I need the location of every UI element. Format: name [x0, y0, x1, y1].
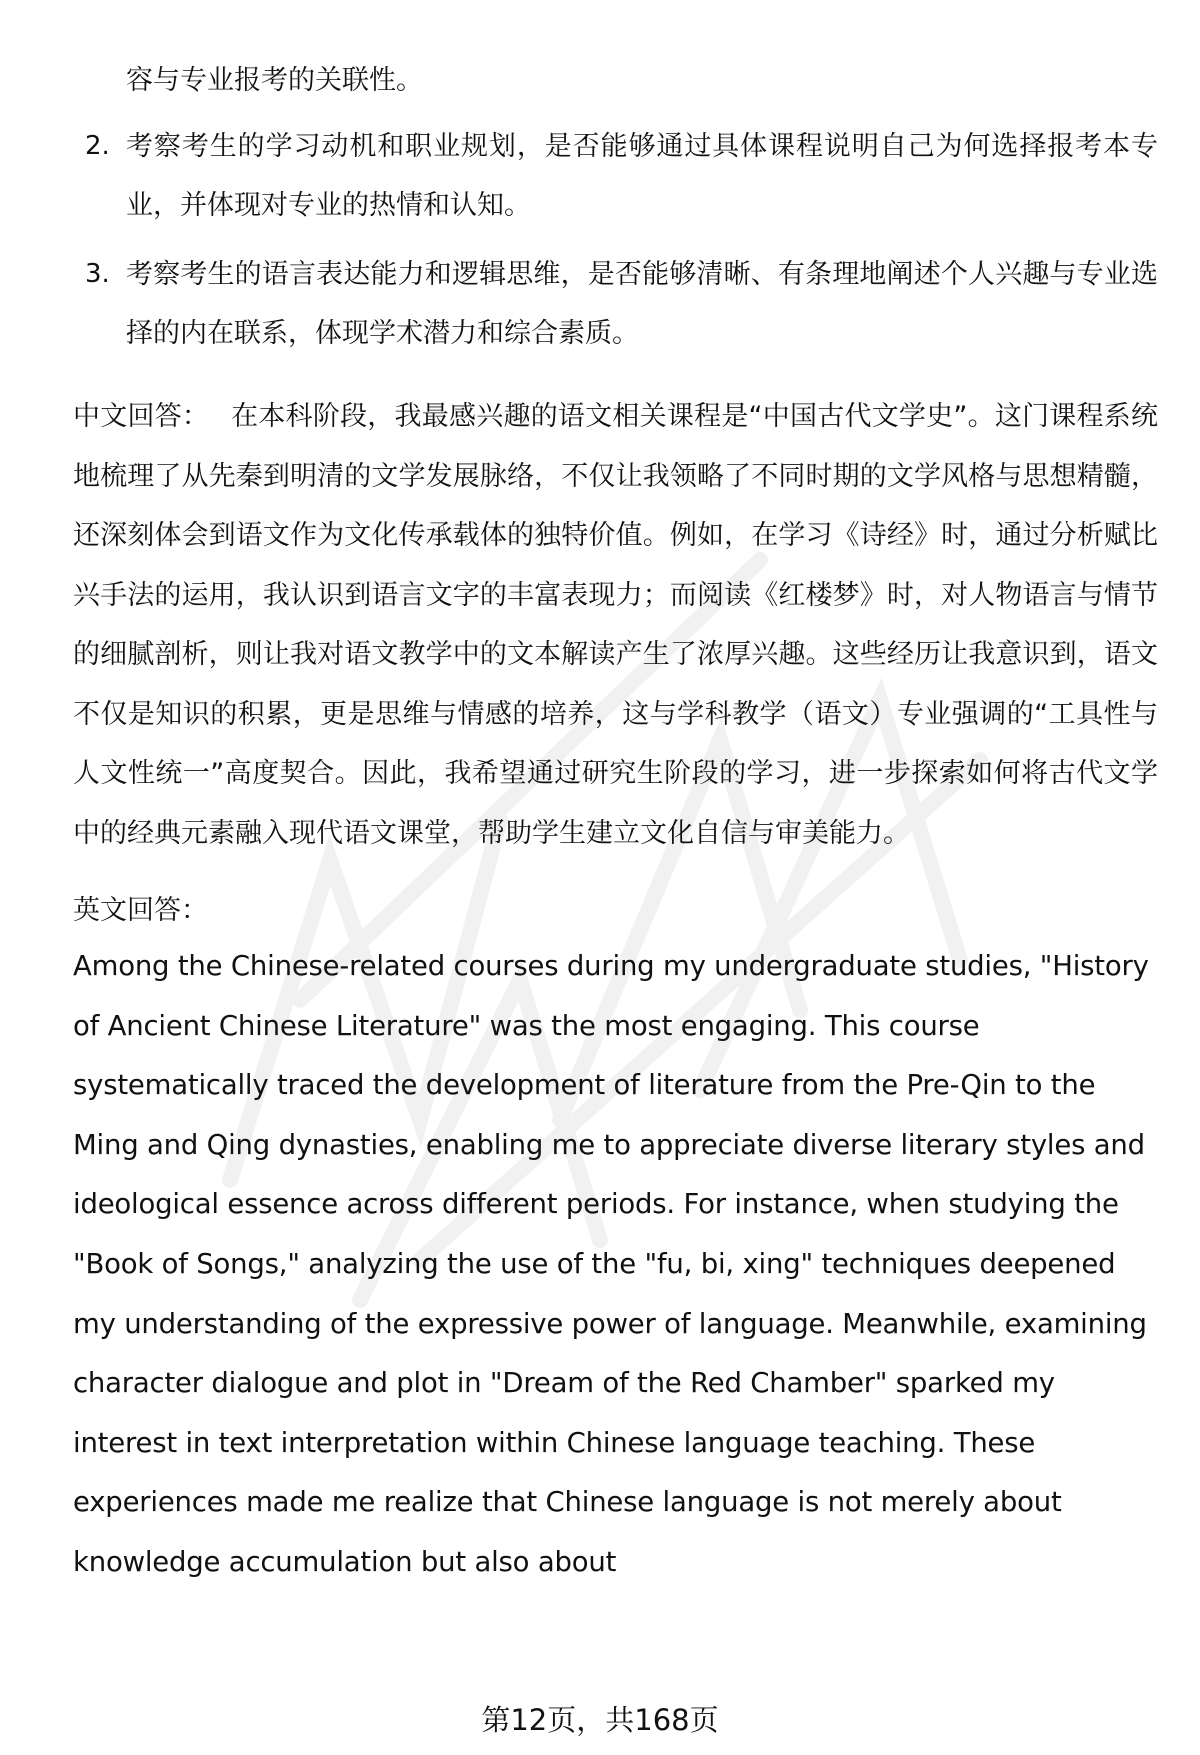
list-item: [73, 245, 1158, 363]
chinese-answer-label: 中文回答：: [73, 401, 210, 432]
english-answer-text: Among the Chinese-related courses during my undergraduate studies, "History of Ancient Chinese Literature" was the most engaging. This course systematically traced the development of literature from the Pre-Qin to the Ming and Qing dynasties, enabling me to appreciate diverse literary styles and ideological essence across different periods. For instance, when studying the "Book of Songs," analyzing the use of the "fu, bi, xing" techniques deepened my understanding of the expressive power of language. Meanwhile, examining character dialogue and plot in "Dream of the Red Chamber" sparked my interest in text interpretation within Chinese language teaching. These experiences made me realize that Chinese language is not merely about knowledge accumulation but also about: [73, 950, 1149, 1578]
continued-criterion-line: 容与专业报考的关联性。: [126, 65, 423, 96]
list-item-text: 考察考生的语言表达能力和逻辑思维，是否能够清晰、有条理地阐述个人兴趣与专业选择的内在联系，体现学术潜力和综合素质。: [126, 259, 1158, 349]
list-item-number: 3.: [85, 259, 110, 289]
page-number: 第12页，共168页: [481, 1703, 719, 1737]
list-item-text: 考察考生的学习动机和职业规划，是否能够通过具体课程说明自己为何选择报考本专业，并体现对专业的热情和认知。: [126, 131, 1158, 221]
chinese-answer-paragraph: [73, 387, 1158, 863]
english-answer-label: 英文回答：: [73, 895, 208, 926]
list-item-number: 2.: [85, 131, 110, 161]
chinese-answer-text: 在本科阶段，我最感兴趣的语文相关课程是“中国古代文学史”。这门课程系统地梳理了从先秦到明清的文学发展脉络，不仅让我领略了不同时期的文学风格与思想精髓，还深刻体会到语文作为文化传承载体的独特价值。例如，在学习《诗经》时，通过分析赋比兴手法的运用，我认识到语言文字的丰富表现力；而阅读《红楼梦》时，对人物语言与情节的细腻剖析，则让我对语文教学中的文本解读产生了浓厚兴趣。这些经历让我意识到，语文不仅是知识的积累，更是思维与情感的培养，这与学科教学（语文）专业强调的“工具性与人文性统一”高度契合。因此，我希望通过研究生阶段的学习，进一步探索如何将古代文学中的经典元素融入现代语文课堂，帮助学生建立文化自信与审美能力。: [73, 401, 1158, 849]
list-item: [73, 117, 1158, 235]
page-content: [73, 58, 1158, 1593]
criteria-list: [73, 117, 1158, 363]
